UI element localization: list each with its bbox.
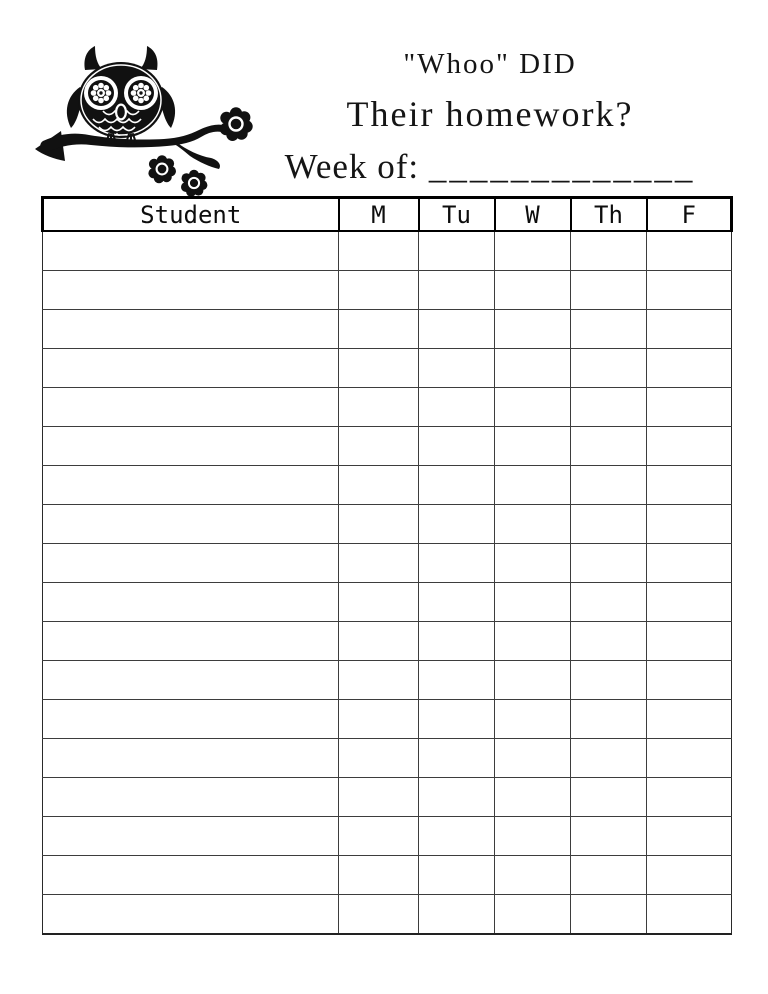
day-cell-th[interactable] (571, 544, 647, 583)
day-cell-f[interactable] (647, 622, 732, 661)
table-row (43, 544, 732, 583)
table-row (43, 427, 732, 466)
day-cell-f[interactable] (647, 349, 732, 388)
day-cell-m[interactable] (339, 583, 419, 622)
day-cell-th[interactable] (571, 856, 647, 895)
student-name-cell[interactable] (43, 661, 339, 700)
day-cell-f[interactable] (647, 778, 732, 817)
day-cell-m[interactable] (339, 622, 419, 661)
day-cell-m[interactable] (339, 661, 419, 700)
table-row (43, 349, 732, 388)
owl-icon (28, 38, 260, 203)
day-cell-w[interactable] (495, 739, 571, 778)
day-cell-th[interactable] (571, 661, 647, 700)
day-cell-m[interactable] (339, 856, 419, 895)
day-cell-f[interactable] (647, 661, 732, 700)
day-cell-w[interactable] (495, 817, 571, 856)
day-cell-f[interactable] (647, 583, 732, 622)
table-row (43, 778, 732, 817)
student-name-cell[interactable] (43, 310, 339, 349)
day-cell-tu[interactable] (419, 544, 495, 583)
table-row (43, 505, 732, 544)
table-row (43, 271, 732, 310)
day-cell-th[interactable] (571, 427, 647, 466)
table-row (43, 388, 732, 427)
day-cell-th[interactable] (571, 739, 647, 778)
day-cell-m[interactable] (339, 700, 419, 739)
title-block (240, 0, 740, 200)
day-cell-w[interactable] (495, 622, 571, 661)
day-cell-m[interactable] (339, 895, 419, 935)
table-row (43, 231, 732, 271)
day-cell-w[interactable] (495, 466, 571, 505)
day-cell-w[interactable] (495, 271, 571, 310)
day-cell-tu[interactable] (419, 739, 495, 778)
day-cell-tu[interactable] (419, 231, 495, 271)
day-cell-m[interactable] (339, 231, 419, 271)
day-cell-tu[interactable] (419, 466, 495, 505)
table-row (43, 856, 732, 895)
day-cell-th[interactable] (571, 778, 647, 817)
table-row (43, 310, 732, 349)
owl-right-eye (124, 76, 158, 110)
day-cell-f[interactable] (647, 427, 732, 466)
day-cell-f[interactable] (647, 544, 732, 583)
day-cell-f[interactable] (647, 739, 732, 778)
header-row (43, 198, 732, 232)
day-cell-f[interactable] (647, 817, 732, 856)
student-name-cell[interactable] (43, 700, 339, 739)
day-cell-f[interactable] (647, 310, 732, 349)
day-cell-tu[interactable] (419, 349, 495, 388)
day-cell-th[interactable] (571, 349, 647, 388)
day-cell-m[interactable] (339, 427, 419, 466)
day-cell-w[interactable] (495, 895, 571, 935)
day-cell-th[interactable] (571, 622, 647, 661)
day-cell-f[interactable] (647, 895, 732, 935)
day-cell-w[interactable] (495, 310, 571, 349)
day-cell-w[interactable] (495, 544, 571, 583)
student-name-cell[interactable] (43, 427, 339, 466)
student-name-cell[interactable] (43, 583, 339, 622)
column-header-tu: Tu (419, 198, 495, 232)
table-row (43, 622, 732, 661)
column-header-student: Student (43, 198, 339, 232)
week-of-blank[interactable]: _____________ (428, 147, 696, 186)
day-cell-m[interactable] (339, 349, 419, 388)
homework-table (41, 196, 733, 935)
student-name-cell[interactable] (43, 817, 339, 856)
day-cell-f[interactable] (647, 505, 732, 544)
table-row (43, 700, 732, 739)
day-cell-w[interactable] (495, 778, 571, 817)
student-name-cell[interactable] (43, 895, 339, 935)
day-cell-w[interactable] (495, 583, 571, 622)
day-cell-m[interactable] (339, 388, 419, 427)
day-cell-m[interactable] (339, 505, 419, 544)
day-cell-m[interactable] (339, 739, 419, 778)
table-row (43, 583, 732, 622)
day-cell-th[interactable] (571, 895, 647, 935)
day-cell-m[interactable] (339, 778, 419, 817)
table-row (43, 895, 732, 935)
day-cell-tu[interactable] (419, 388, 495, 427)
day-cell-tu[interactable] (419, 622, 495, 661)
day-cell-m[interactable] (339, 271, 419, 310)
day-cell-tu[interactable] (419, 817, 495, 856)
day-cell-th[interactable] (571, 388, 647, 427)
student-name-cell[interactable] (43, 544, 339, 583)
title-line-1: "Whoo" DID (403, 48, 577, 80)
day-cell-m[interactable] (339, 310, 419, 349)
flower-small-2 (181, 170, 207, 197)
table-row (43, 466, 732, 505)
day-cell-tu[interactable] (419, 895, 495, 935)
day-cell-tu[interactable] (419, 700, 495, 739)
student-name-cell[interactable] (43, 778, 339, 817)
week-of-label: Week of: (284, 147, 420, 186)
week-of-line (240, 147, 740, 187)
day-cell-th[interactable] (571, 271, 647, 310)
day-cell-w[interactable] (495, 856, 571, 895)
student-name-cell[interactable] (43, 739, 339, 778)
owl-on-branch-illustration (28, 38, 260, 203)
student-name-cell[interactable] (43, 856, 339, 895)
day-cell-th[interactable] (571, 310, 647, 349)
day-cell-th[interactable] (571, 700, 647, 739)
day-cell-th[interactable] (571, 583, 647, 622)
day-cell-w[interactable] (495, 427, 571, 466)
day-cell-f[interactable] (647, 700, 732, 739)
day-cell-w[interactable] (495, 661, 571, 700)
student-name-cell[interactable] (43, 466, 339, 505)
day-cell-tu[interactable] (419, 778, 495, 817)
student-name-cell[interactable] (43, 231, 339, 271)
day-cell-tu[interactable] (419, 583, 495, 622)
day-cell-tu[interactable] (419, 661, 495, 700)
day-cell-th[interactable] (571, 231, 647, 271)
table-row (43, 817, 732, 856)
student-name-cell[interactable] (43, 271, 339, 310)
day-cell-tu[interactable] (419, 271, 495, 310)
day-cell-w[interactable] (495, 388, 571, 427)
day-cell-tu[interactable] (419, 856, 495, 895)
owl-left-eye (84, 76, 118, 110)
table-row (43, 739, 732, 778)
table-header (43, 198, 732, 232)
day-cell-th[interactable] (571, 466, 647, 505)
day-cell-th[interactable] (571, 817, 647, 856)
student-name-cell[interactable] (43, 349, 339, 388)
title-line-2: Their homework? (346, 94, 634, 134)
day-cell-tu[interactable] (419, 310, 495, 349)
column-header-w: W (495, 198, 571, 232)
day-cell-w[interactable] (495, 505, 571, 544)
day-cell-w[interactable] (495, 231, 571, 271)
day-cell-w[interactable] (495, 700, 571, 739)
student-name-cell[interactable] (43, 622, 339, 661)
day-cell-w[interactable] (495, 349, 571, 388)
table-row (43, 661, 732, 700)
flower-small-1 (148, 155, 176, 183)
day-cell-f[interactable] (647, 466, 732, 505)
day-cell-m[interactable] (339, 817, 419, 856)
day-cell-tu[interactable] (419, 505, 495, 544)
column-header-f: F (647, 198, 732, 232)
day-cell-m[interactable] (339, 466, 419, 505)
day-cell-f[interactable] (647, 271, 732, 310)
day-cell-m[interactable] (339, 544, 419, 583)
day-cell-f[interactable] (647, 388, 732, 427)
day-cell-f[interactable] (647, 231, 732, 271)
column-header-th: Th (571, 198, 647, 232)
student-name-cell[interactable] (43, 505, 339, 544)
day-cell-th[interactable] (571, 505, 647, 544)
day-cell-tu[interactable] (419, 427, 495, 466)
column-header-m: M (339, 198, 419, 232)
day-cell-f[interactable] (647, 856, 732, 895)
student-name-cell[interactable] (43, 388, 339, 427)
